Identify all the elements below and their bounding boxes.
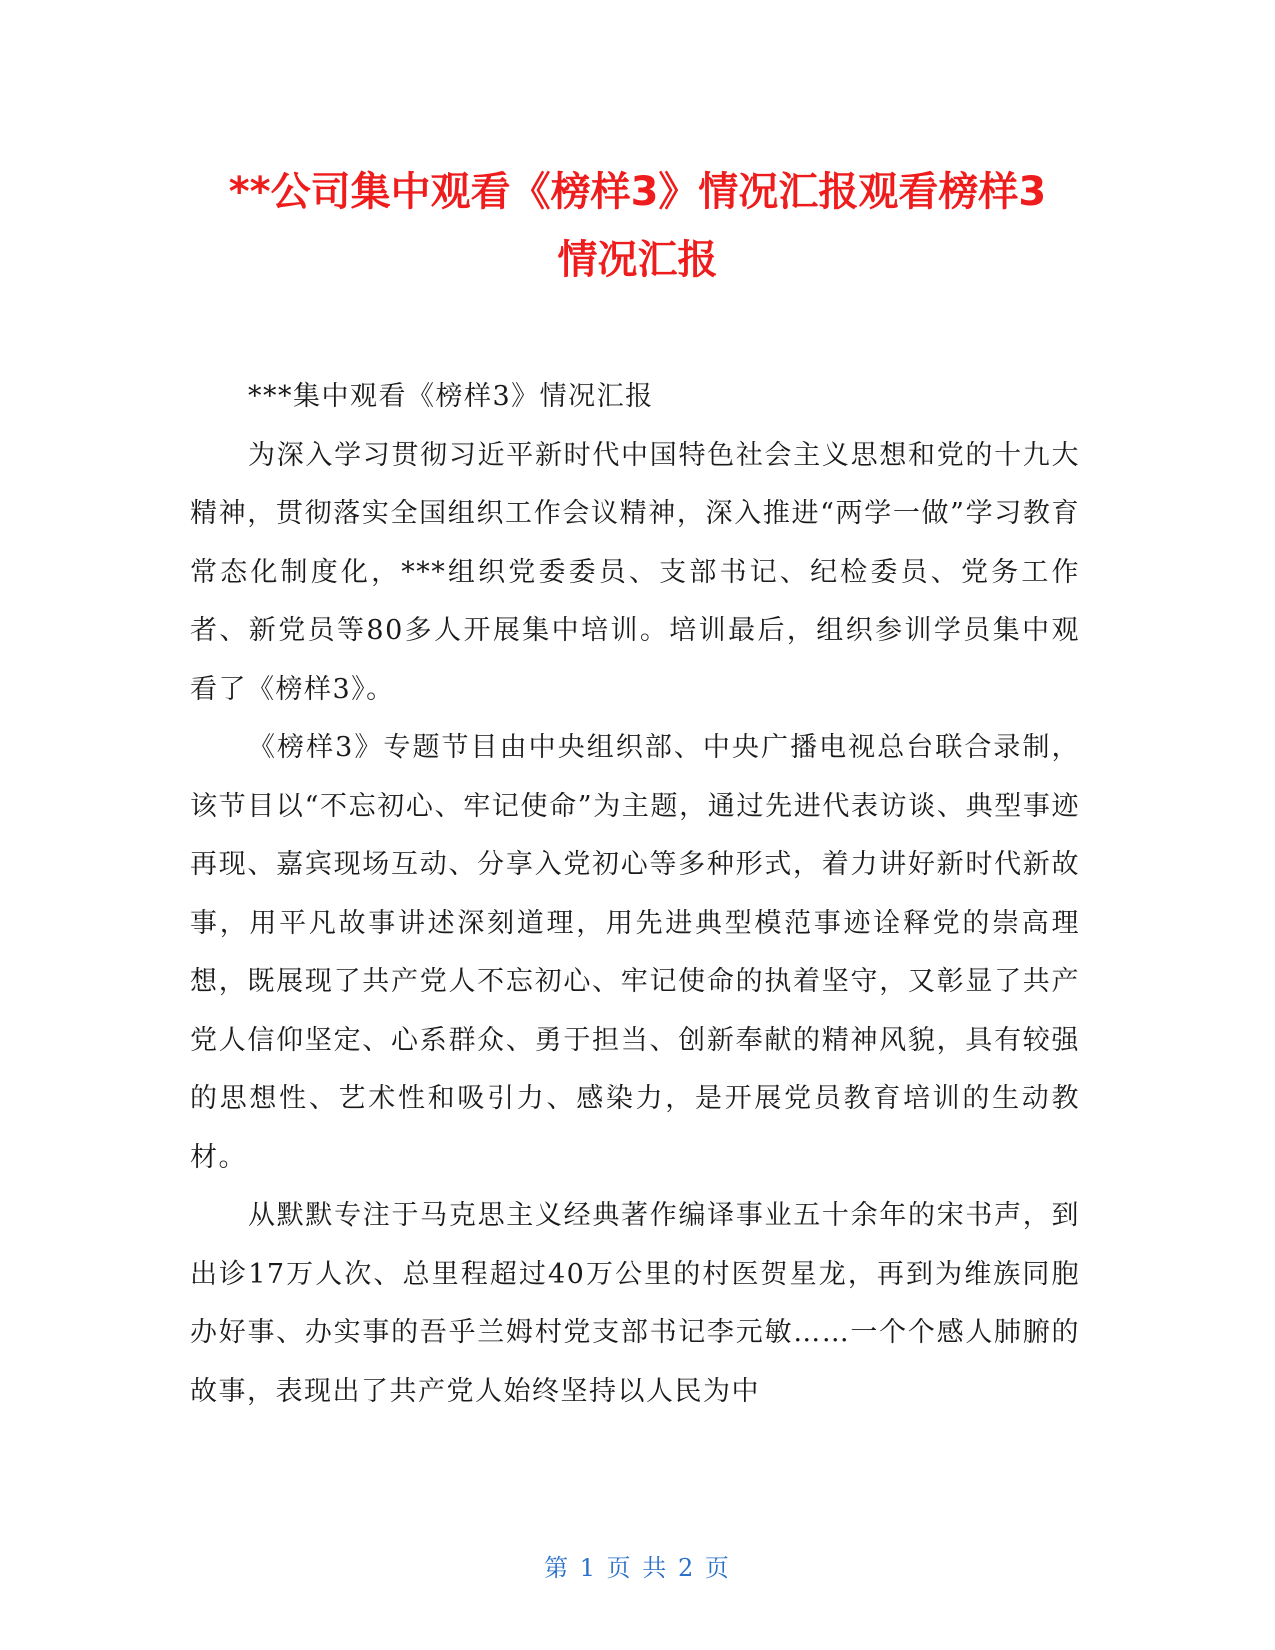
- document-title: [150, 158, 1125, 294]
- paragraph-subtitle: ***集中观看《榜样3》情况汇报: [248, 381, 654, 412]
- paragraph-2: 《榜样3》专题节目由中央组织部、中央广播电视总台联合录制，该节目以“不忘初心、牢记使命”为主题，通过先进代表访谈、典型事迹再现、嘉宾现场互动、分享入党初心等多种形式，着力讲好新时代新故事，用平凡故事讲述深刻道理，用先进典型模范事迹诠释党的崇高理想，既展现了共产党人不忘初心、牢记使命的执着坚守，又彰显了共产党人信仰坚定、心系群众、勇于担当、创新奉献的精神风貌，具有较强的思想性、艺术性和吸引力、感染力，是开展党员教育培训的生动教材。: [190, 732, 1080, 1173]
- paragraph-1: 为深入学习贯彻习近平新时代中国特色社会主义思想和党的十九大精神，贯彻落实全国组织工作会议精神，深入推进“两学一做”学习教育常态化制度化，***组织党委委员、支部书记、纪检委员、党务工作者、新党员等80多人开展集中培训。培训最后，组织参训学员集中观看了《榜样3》。: [190, 439, 1080, 705]
- title-line-2: 情况汇报: [557, 237, 718, 283]
- paragraph-3: 从默默专注于马克思主义经典著作编译事业五十余年的宋书声，到出诊17万人次、总里程超过40万公里的村医贺星龙，再到为维族同胞办好事、办实事的吾乎兰姆村党支部书记李元敏……一个个感人肺腑的故事，表现出了共产党人始终坚持以人民为中: [190, 1200, 1080, 1407]
- title-line-1: **公司集中观看《榜样3》情况汇报观看榜样3: [228, 169, 1047, 215]
- page-number-footer: 第 1 页 共 2 页: [544, 1554, 731, 1582]
- document-body: [190, 368, 1080, 1421]
